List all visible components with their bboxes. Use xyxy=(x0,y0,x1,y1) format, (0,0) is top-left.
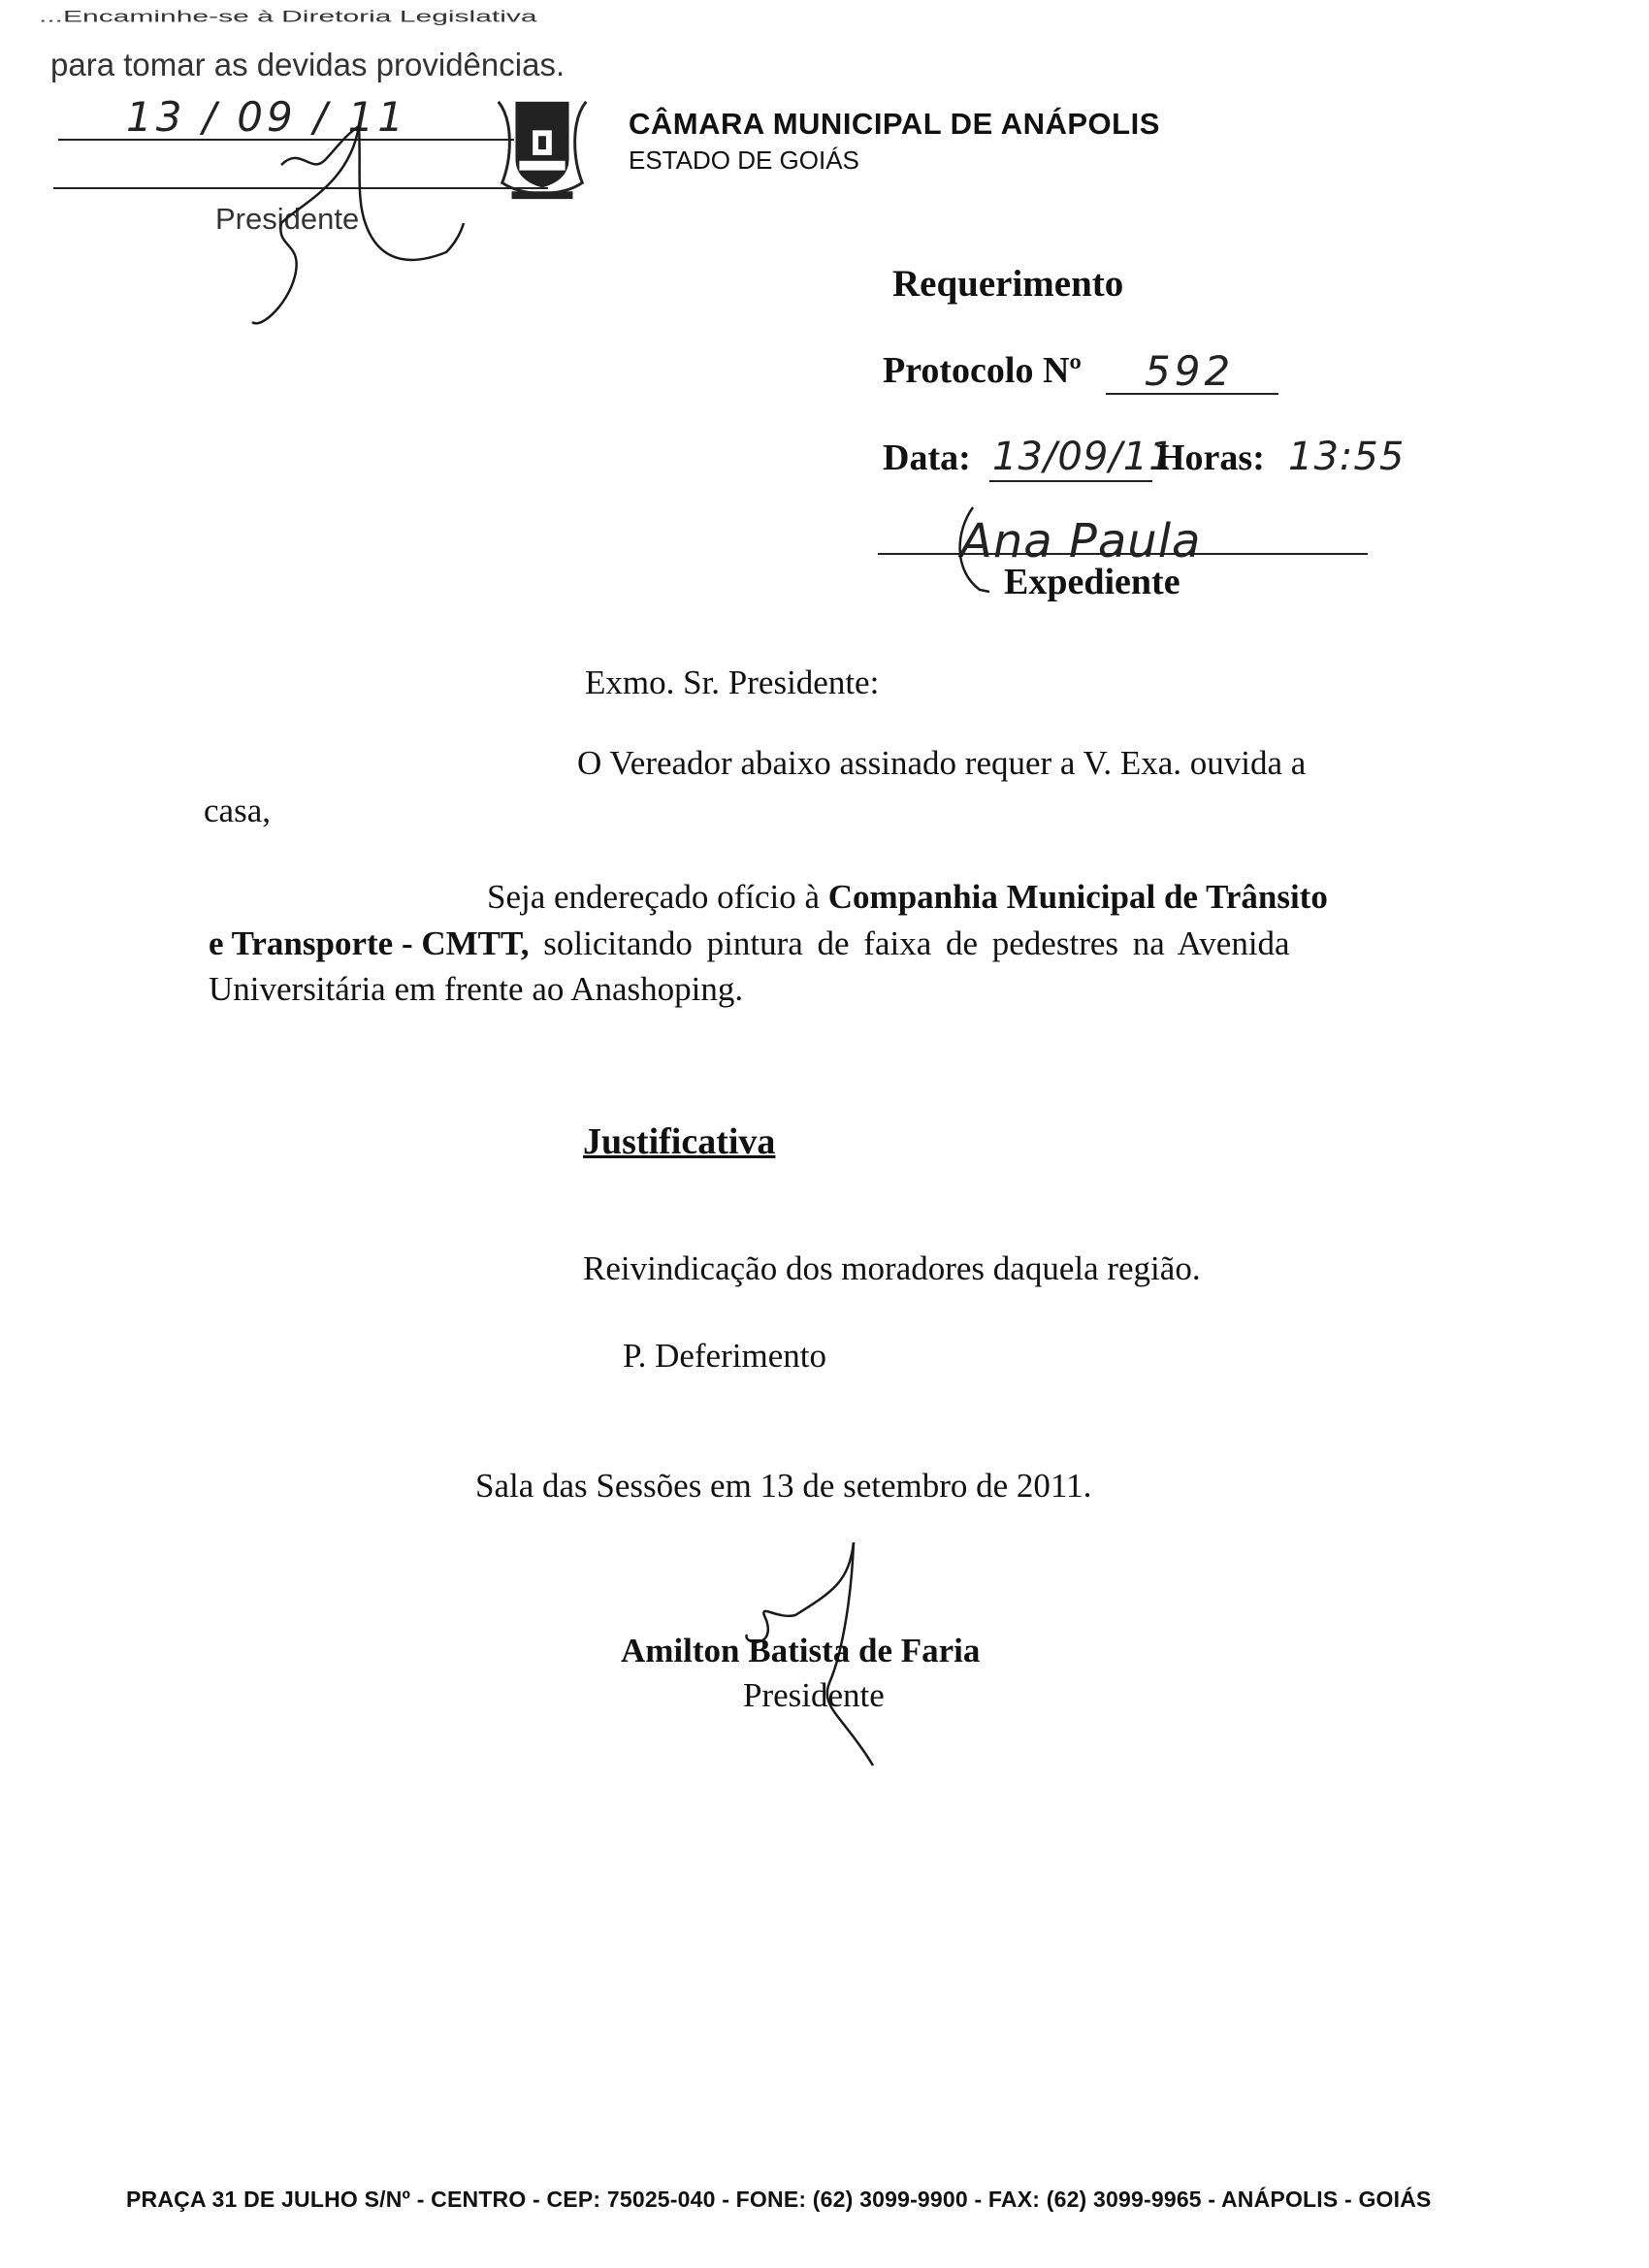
request-detail-rest: solicitando pintura de faixa de pedestres na Avenida xyxy=(529,924,1290,962)
request-detail-line1 xyxy=(487,878,1328,917)
stamp-text-line2: para tomar as devidas providências. xyxy=(50,47,566,82)
company-name-part2: e Transporte - CMTT, xyxy=(209,924,530,962)
signer-name: Amilton Batista de Faria xyxy=(621,1632,981,1669)
time-label: Horas: xyxy=(1156,437,1265,478)
stamp-date: 13 / 09 / 11 xyxy=(126,93,408,141)
company-name-part1: Companhia Municipal de Trânsito xyxy=(827,878,1328,916)
time-value: 13:55 xyxy=(1288,435,1406,479)
greeting: Exmo. Sr. Presidente: xyxy=(585,664,880,701)
protocol-number: 592 xyxy=(1145,347,1235,395)
justification-text: Reivindicação dos moradores daquela região. xyxy=(583,1249,1201,1287)
municipal-crest-icon xyxy=(485,92,599,207)
stamp-text-line1: ...Encaminhe-se à Diretoria Legislativa xyxy=(39,8,537,26)
request-detail-line3: Universitária em frente ao Anashoping. xyxy=(209,970,744,1008)
clerk-signature-stroke xyxy=(946,502,1004,599)
document-title: Requerimento xyxy=(892,263,1124,305)
stamp-signature-scribble xyxy=(242,107,475,340)
request-detail-prefix: Seja endereçado ofício à xyxy=(487,878,828,916)
signer-role: Presidente xyxy=(743,1676,885,1714)
date-label: Data: xyxy=(883,437,971,478)
closing-text: P. Deferimento xyxy=(623,1337,826,1375)
department-label: Expediente xyxy=(1004,562,1180,602)
date-rule xyxy=(989,480,1152,482)
protocol-rule xyxy=(1106,393,1278,395)
request-paragraph-line2: casa, xyxy=(204,792,271,829)
expediente-rule xyxy=(878,553,1368,555)
request-detail-line2 xyxy=(209,924,1290,963)
request-paragraph-line1: O Vereador abaixo assinado requer a V. Exa. ouvida a xyxy=(577,744,1307,782)
place-date: Sala das Sessões em 13 de setembro de 2011. xyxy=(475,1467,1092,1505)
clerk-signature: Ana Paula xyxy=(960,514,1202,568)
date-value: 13/09/11 xyxy=(992,435,1175,479)
organization-state: ESTADO DE GOIÁS xyxy=(629,146,859,175)
protocol-label: Protocolo Nº xyxy=(883,350,1082,391)
justification-title: Justificativa xyxy=(583,1121,776,1162)
stamp-president-label: Presidente xyxy=(215,202,360,236)
organization-name: CÂMARA MUNICIPAL DE ANÁPOLIS xyxy=(629,107,1160,141)
footer-address: PRAÇA 31 DE JULHO S/Nº - CENTRO - CEP: 75025-040 - FONE: (62) 3099-9900 - FAX: (62) 3099-9965 - ANÁPOLIS - GOIÁS xyxy=(126,2187,1432,2212)
